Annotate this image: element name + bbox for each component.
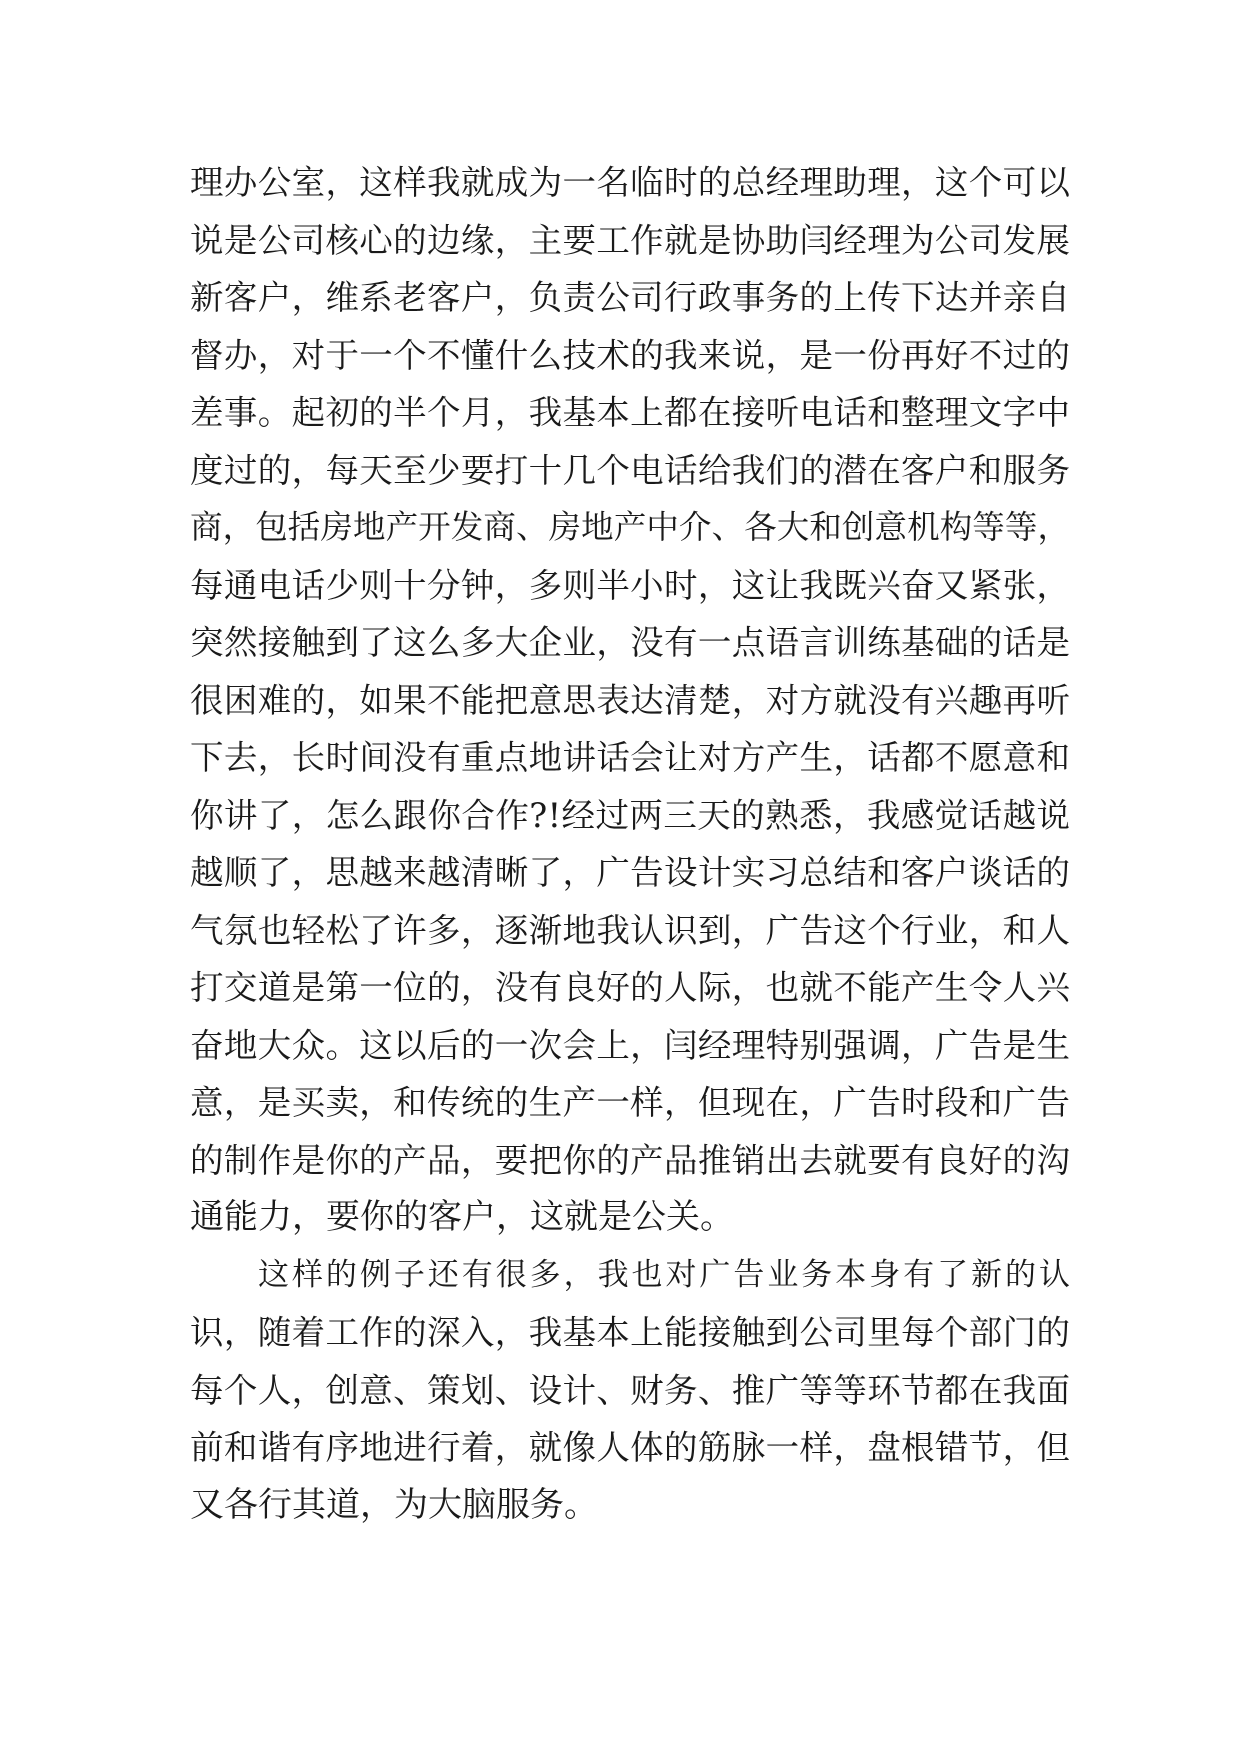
paragraph-line: 的制作是你的产品，要把你的产品推销出去就要有良好的沟 xyxy=(190,1140,1071,1180)
paragraph-line: 很困难的，如果不能把意思表达清楚，对方就没有兴趣再听 xyxy=(190,680,1071,720)
paragraph-line: 理办公室，这样我就成为一名临时的总经理助理，这个可以 xyxy=(190,163,1071,202)
paragraph-line: 商，包括房地产开发商、房地产中介、各大和创意机构等等， xyxy=(190,508,1071,546)
paragraph-line: 突然接触到了这么多大企业，没有一点语言训练基础的话是 xyxy=(190,623,1071,662)
body-text xyxy=(190,154,1073,1534)
paragraph-2 xyxy=(190,1247,1073,1535)
paragraph-line: 越顺了，思越来越清晰了，广告设计实习总结和客户谈话的 xyxy=(190,853,1071,892)
paragraph-line: 这样的例子还有很多，我也对广告业务本身有了新的认 xyxy=(258,1256,1073,1293)
paragraph-line: 每通电话少则十分钟，多则半小时，这让我既兴奋又紧张， xyxy=(190,565,1071,605)
paragraph-line: 识，随着工作的深入，我基本上能接触到公司里每个部门的 xyxy=(190,1313,1071,1352)
paragraph-1 xyxy=(190,154,1070,1247)
paragraph-line: 每个人，创意、策划、设计、财务、推广等等环节都在我面 xyxy=(190,1370,1071,1410)
paragraph-line: 又各行其道，为大脑服务。 xyxy=(190,1484,598,1525)
paragraph-line: 下去，长时间没有重点地讲话会让对方产生，话都不愿意和 xyxy=(190,738,1071,777)
paragraph-line: 打交道是第一位的，没有良好的人际，也就不能产生令人兴 xyxy=(190,968,1071,1007)
paragraph-line: 气氛也轻松了许多，逐渐地我认识到，广告这个行业，和人 xyxy=(190,910,1071,950)
paragraph-line: 前和谐有序地进行着，就像人体的筋脉一样，盘根错节，但 xyxy=(190,1428,1071,1467)
paragraph-line: 你讲了，怎么跟你合作?!经过两三天的熟悉，我感觉话越说 xyxy=(190,795,1071,835)
paragraph-line: 新客户，维系老客户，负责公司行政事务的上传下达并亲自 xyxy=(190,278,1071,317)
paragraph-line: 通能力，要你的客户，这就是公关。 xyxy=(190,1197,734,1237)
paragraph-line: 差事。起初的半个月，我基本上都在接听电话和整理文字中 xyxy=(190,393,1071,432)
paragraph-line: 度过的，每天至少要打十几个电话给我们的潜在客户和服务 xyxy=(190,450,1071,490)
paragraph-line: 督办，对于一个不懂什么技术的我来说，是一份再好不过的 xyxy=(190,335,1071,375)
paragraph-line: 意，是买卖，和传统的生产一样，但现在，广告时段和广告 xyxy=(190,1083,1071,1122)
paragraph-line: 奋地大众。这以后的一次会上，闫经理特别强调，广告是生 xyxy=(190,1025,1071,1065)
paragraph-line: 说是公司核心的边缘，主要工作就是协助闫经理为公司发展 xyxy=(190,220,1071,260)
